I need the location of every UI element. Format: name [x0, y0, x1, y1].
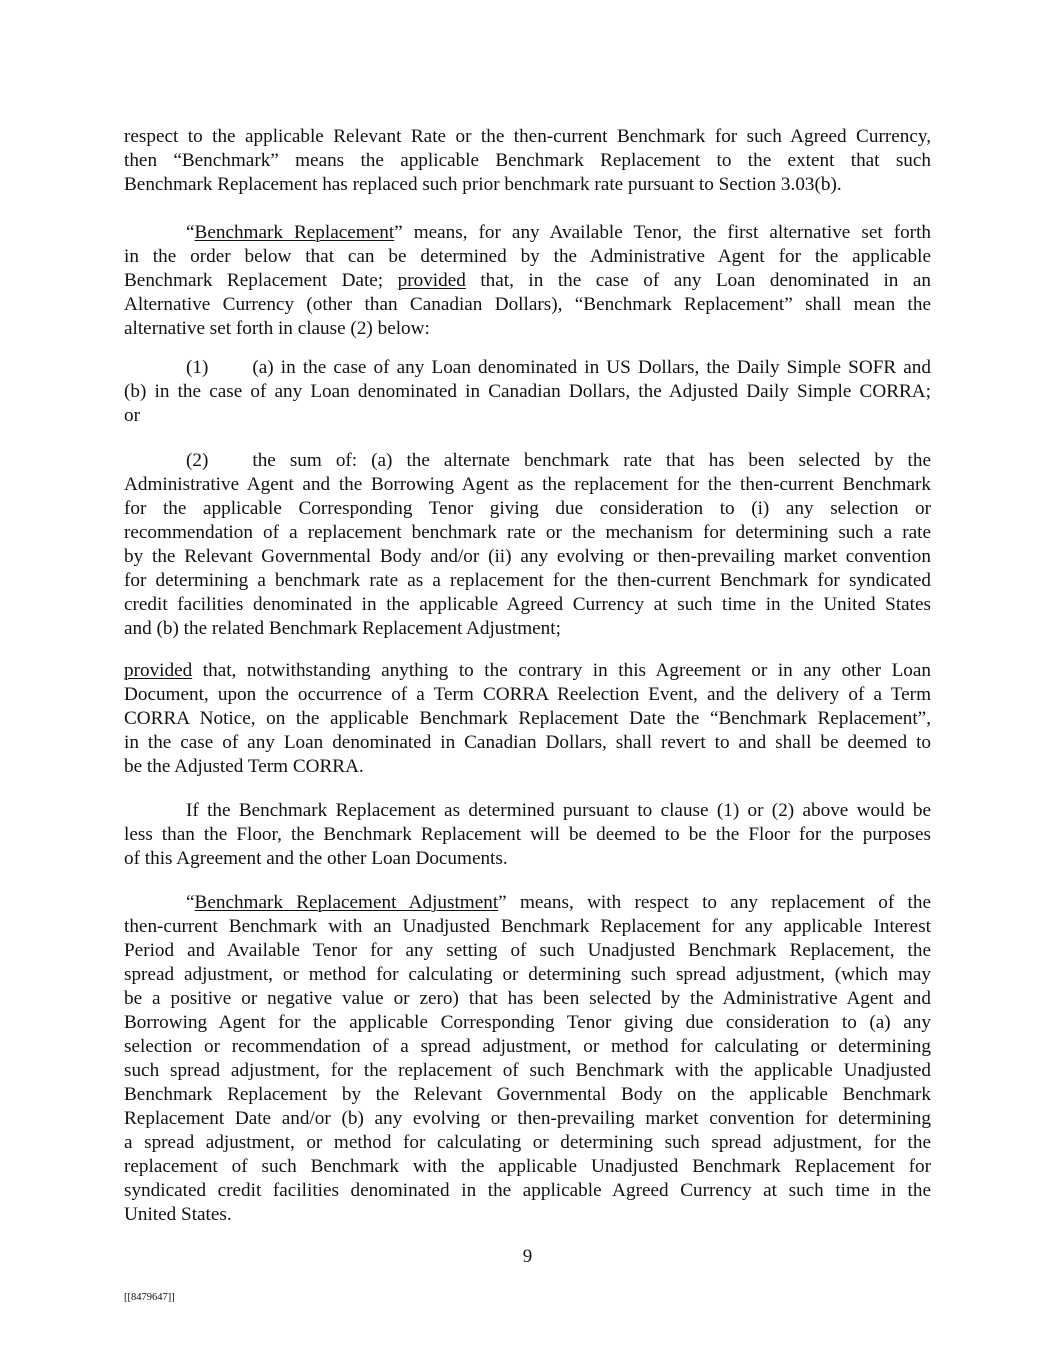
paragraph-proviso: [124, 659, 931, 779]
text-line: [124, 269, 931, 293]
text-line: then “Benchmark” means the applicable Benchmark Replacement to the extent that such: [124, 150, 931, 171]
text-line: in the case of any Loan denominated in Canadian Dollars, shall revert to and shall be deemed to: [124, 732, 931, 753]
text-line: a spread adjustment, or method for calculating or determining such spread adjustment, for the: [124, 1132, 931, 1153]
clause-2: [124, 449, 931, 641]
text-line: [124, 449, 931, 473]
text-line: Borrowing Agent for the applicable Corresponding Tenor giving due consideration to (a) any: [124, 1012, 931, 1033]
text-line: be the Adjusted Term CORRA.: [124, 756, 364, 777]
paragraph-benchmark-replacement-definition: [124, 221, 931, 341]
defined-term: Benchmark Replacement Adjustment: [194, 892, 499, 913]
text-line: alternative set forth in clause (2) below:: [124, 318, 430, 339]
text-line: of this Agreement and the other Loan Documents.: [124, 848, 508, 869]
text-line: Replacement Date and/or (b) any evolving or then-prevailing market convention for determining: [124, 1108, 931, 1129]
provided-term: provided: [124, 660, 193, 681]
text-line: for the applicable Corresponding Tenor giving due consideration to (i) any selection or: [124, 498, 931, 519]
text-line: [124, 221, 931, 245]
text-line: Administrative Agent and the Borrowing Agent as the replacement for the then-current Benchmark: [124, 474, 931, 495]
text-line: or: [124, 405, 140, 426]
text-line: recommendation of a replacement benchmark rate or the mechanism for determining such a rate: [124, 522, 931, 543]
text-line: syndicated credit facilities denominated in the applicable Agreed Currency at such time in the: [124, 1180, 931, 1201]
page-number: 9: [522, 1246, 533, 1267]
text-line: If the Benchmark Replacement as determined pursuant to clause (1) or (2) above would be: [186, 800, 931, 821]
text-line: Alternative Currency (other than Canadian Dollars), “Benchmark Replacement” shall mean the: [124, 294, 931, 315]
paragraph-benchmark-continued: [124, 125, 931, 197]
text-run: (a) in the case of any Loan denominated in US Dollars, the Daily Simple SOFR and: [252, 357, 931, 378]
paragraph-floor: [124, 799, 931, 871]
text-line: Period and Available Tenor for any setting of such Unadjusted Benchmark Replacement, the: [124, 940, 931, 961]
text-line: replacement of such Benchmark with the applicable Unadjusted Benchmark Replacement for: [124, 1156, 931, 1177]
text-line: such spread adjustment, for the replacement of such Benchmark with the applicable Unadjusted: [124, 1060, 931, 1081]
text-line: respect to the applicable Relevant Rate or the then-current Benchmark for such Agreed Currency,: [124, 126, 931, 147]
provided-term: provided: [397, 270, 466, 291]
text-line: credit facilities denominated in the applicable Agreed Currency at such time in the United States: [124, 594, 931, 615]
text-run: ” means, for any Available Tenor, the first alternative set forth: [394, 222, 931, 243]
text-line: [124, 356, 931, 380]
defined-term: Benchmark Replacement: [194, 222, 395, 243]
text-run: that, in the case of any Loan denominated in an: [465, 270, 932, 291]
text-line: Benchmark Replacement by the Relevant Governmental Body on the applicable Benchmark: [124, 1084, 931, 1105]
text-line: for determining a benchmark rate as a replacement for the then-current Benchmark for syndicated: [124, 570, 931, 591]
text-line: [124, 659, 931, 683]
text-line: then-current Benchmark with an Unadjusted Benchmark Replacement for any applicable Interest: [124, 916, 931, 937]
text-run: that, notwithstanding anything to the contrary in this Agreement or in any other Loan: [192, 660, 931, 681]
clause-1: [124, 356, 931, 428]
clause-number: (1): [186, 357, 209, 378]
open-quote: “: [186, 892, 195, 913]
text-line: (b) in the case of any Loan denominated in Canadian Dollars, the Adjusted Daily Simple CORRA;: [124, 381, 931, 402]
text-line: CORRA Notice, on the applicable Benchmark Replacement Date the “Benchmark Replacement”,: [124, 708, 931, 729]
text-line: selection or recommendation of a spread adjustment, or method for calculating or determining: [124, 1036, 931, 1057]
text-line: spread adjustment, or method for calculating or determining such spread adjustment, (which may: [124, 964, 931, 985]
text-line: Benchmark Replacement has replaced such prior benchmark rate pursuant to Section 3.03(b).: [124, 174, 842, 195]
paragraph-benchmark-replacement-adjustment-definition: [124, 891, 931, 1227]
text-run: the sum of: (a) the alternate benchmark rate that has been selected by the: [252, 450, 931, 471]
text-line: and (b) the related Benchmark Replacement Adjustment;: [124, 618, 561, 639]
text-line: less than the Floor, the Benchmark Replacement will be deemed to be the Floor for the purposes: [124, 824, 931, 845]
text-line: United States.: [124, 1204, 232, 1225]
text-line: Document, upon the occurrence of a Term CORRA Reelection Event, and the delivery of a Term: [124, 684, 931, 705]
text-run: ” means, with respect to any replacement of the: [498, 892, 931, 913]
open-quote: “: [186, 222, 195, 243]
text-run: Benchmark Replacement Date;: [124, 270, 398, 291]
text-line: in the order below that can be determined by the Administrative Agent for the applicable: [124, 246, 931, 267]
document-id: [[8479647]]: [124, 1292, 175, 1303]
clause-number: (2): [186, 450, 209, 471]
text-line: be a positive or negative value or zero) that has been selected by the Administrative Agent and: [124, 988, 931, 1009]
text-line: [124, 891, 931, 915]
text-line: by the Relevant Governmental Body and/or (ii) any evolving or then-prevailing market convention: [124, 546, 931, 567]
